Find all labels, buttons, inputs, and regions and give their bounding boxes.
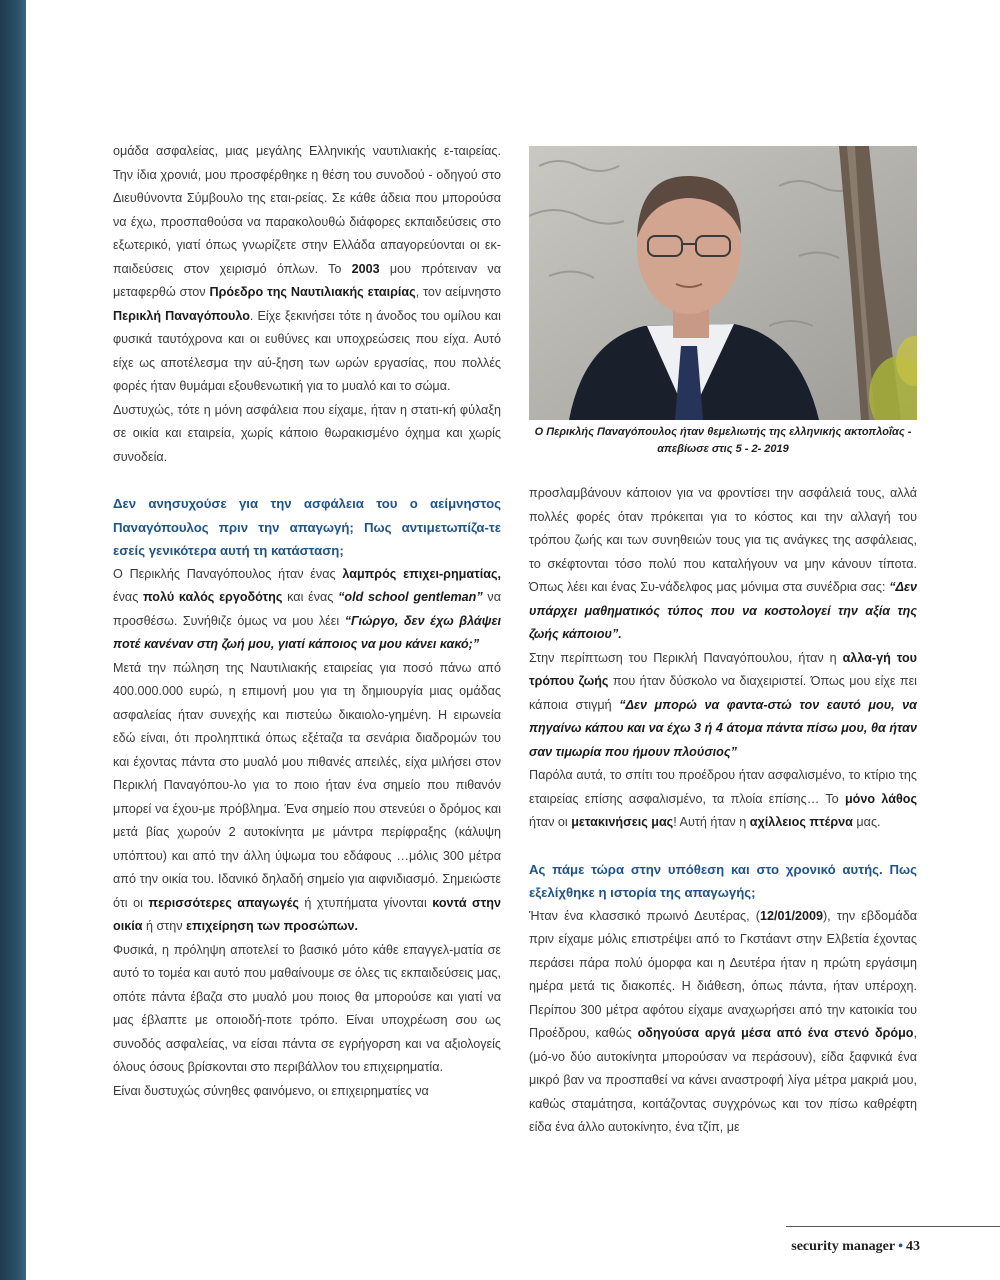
- footer-rule: [786, 1226, 1000, 1227]
- page-spine-band: [0, 0, 26, 1280]
- left-column: [113, 140, 501, 1103]
- paragraph: Είναι δυστυχώς σύνηθες φαινόμενο, οι επιχειρηματίες να: [113, 1083, 429, 1098]
- right-column: [529, 482, 917, 1140]
- paragraph: Ήταν ένα κλασσικό πρωινό Δευτέρας, (12/01/2009), την εβδομάδα πριν είχαμε μόλις επιστρέψει από το Γκστάαντ στην Ελβετία έχοντας περάσει πάρα πολύ όμορφα και η Δευτέρα ήταν η πρώτη εργάσιμη ημέρα μετά τις διακοπές. Η διάθεση, όπως πάντα, ήταν υπέροχη. Περίπου 300 μέτρα αφότου είχαμε αναχωρήσει από την κατοικία του Προέδρου, καθώς οδηγούσα αργά μέσα από ένα στενό δρόμο, (μό-νο δύο αυτοκίνητα μπορούσαν να περάσουν), είδα ξαφνικά ένα μικρό βαν να προσπαθεί να κάνει αναστροφή λίγα μέτρα μακριά μου, καθώς σταμάτησα, κοιτάζοντας συγχρόνως και τον πίσω καθρέφτη είδα ένα άλλο αυτοκίνητο, ένα τζίπ, με: [529, 908, 917, 1134]
- page-footer: [791, 1239, 920, 1255]
- page-number: 43: [906, 1239, 920, 1254]
- section-heading: Ας πάμε τώρα στην υπόθεση και στο χρονικό αυτής. Πως εξελίχθηκε η ιστορία της απαγωγής;: [529, 861, 917, 900]
- paragraph: Παρόλα αυτά, το σπίτι του προέδρου ήταν ασφαλισμένο, το κτίριο της εταιρείας επίσης ασφαλισμένο, τα πλοία επίσης… Το μόνο λάθος ήταν οι μετακινήσεις μας! Αυτή ήταν η αχίλλειος πτέρνα μας.: [529, 768, 917, 829]
- paragraph: Ο Περικλής Παναγόπουλος ήταν ένας λαμπρός επιχει-ρηματίας, ένας πολύ καλός εργοδότης και ένας “old school gentleman” να προσθέσω. Συνήθιζε όμως να μου λέει “Γιώργο, δεν έχω βλάψει ποτέ κανέναν στη ζωή μου, γιατί κάποιος να μου κάνει κακό;”: [113, 566, 502, 651]
- portrait-photo: [529, 146, 917, 420]
- paragraph: Φυσικά, η πρόληψη αποτελεί το βασικό μότο κάθε επαγγελ-ματία σε αυτό το τομέα και αυτό που μαθαίνουμε σε όλες τις εκπαιδεύσεις μας, οπότε πάντα έβαζα στο μυαλό μου ποιος θα μπορούσε και γιατί να μας έβλαπτε με οποιοδή-ποτε τρόπο. Είναι υποχρέωση σου ως συνοδός ασφαλείας, να είσαι πάντα σε εγρήγορση και να αξιολογείς όλους όσους βρίσκονται στο περιβάλλον του επιχειρηματία.: [113, 942, 501, 1074]
- photo-caption: Ο Περικλής Παναγόπουλος ήταν θεμελιωτής της ελληνικής ακτοπλοΐας - απεβίωσε στις 5 - 2- 2019: [534, 426, 912, 455]
- magazine-name: security: [791, 1239, 839, 1254]
- section-heading: Δεν ανησυχούσε για την ασφάλεια του ο αείμνηστος Παναγόπουλος πριν την απαγωγή; Πως αντιμετωπίζα-τε εσείς γενικότερα αυτή τη κατάσταση;: [113, 496, 501, 558]
- paragraph: Στην περίπτωση του Περικλή Παναγόπουλου, ήταν η αλλα-γή του τρόπου ζωής που ήταν δύσκολο να διαχειριστεί. Όπως μου είχε πει κάποια στιγμή “Δεν μπορώ να φαντα-στώ τον εαυτό μου, να πηγαίνω κάπου και να έχω 3 ή 4 άτομα πάντα πίσω μου, θα ήταν σαν τιμωρία που ήμουν πλούσιος”: [529, 650, 918, 759]
- footer-dot: •: [898, 1239, 903, 1254]
- paragraph: Δυστυχώς, τότε η μόνη ασφάλεια που είχαμε, ήταν η στατι-κή φύλαξη σε οικία και εταιρεία, χωρίς κάποιο θωρακισμένο όχημα και χωρίς συνοδεία.: [113, 402, 501, 464]
- paragraph: ομάδα ασφαλείας, μιας μεγάλης Ελληνικής ναυτιλιακής ε-ταιρείας. Την ίδια χρονιά, μου προσφέρθηκε η θέση του συνοδού - οδηγού στο Διευθύνοντα Σύμβουλο της εται-ρείας. Σε κάθε άδεια που μπορούσα να έχω, προσπαθούσα να παρακολουθώ διάφορες εκπαιδεύσεις στο εξωτερικό, γιατί όπως γνωρίζετε στην Ελλάδα απαγορεύονται οι εκ-παιδεύσεις στον χειρισμό όπλων. Το 2003 μου πρότειναν να μεταφερθώ στον Πρόεδρο της Ναυτιλιακής εταιρίας, τον αείμνηστο Περικλή Παναγόπουλο. Είχε ξεκινήσει τότε η άνοδος του ομίλου και φυσικά ταυτόχρονα και οι ευθύνες και υποχρεώσεις που είχα. Αυτό είχε ως αποτέλεσμα την αύ-ξηση των ωρών εργασίας, που πολλές φορές ήταν θυμάμαι εξουθενωτική για το μυαλό και το σώμα.: [113, 144, 501, 393]
- paragraph: προσλαμβάνουν κάποιον για να φροντίσει την ασφάλειά τους, αλλά πολλές φορές όταν πρόκειται για το κόστος και την αλλαγή του τρόπου ζωής και των συνηθειών τους για τις ανάγκες της ασφάλειας, το σκέφτονται τόσο πολύ που καταλήγουν να μην κάνουν τίποτα. Όπως λέει και ένας Συ-νάδελφος μας μόνιμα στα συνέδρια σας: “Δεν υπάρχει μαθηματικός τύπος που να κοστολογεί την αξία της ζωής κάποιου”.: [529, 486, 917, 641]
- magazine-name-part: manager: [842, 1239, 896, 1254]
- paragraph: Μετά την πώληση της Ναυτιλιακής εταιρείας για ποσό πάνω από 400.000.000 ευρώ, η επιμονή μου για τη δημιουργία μιας ομάδας ασφαλείας ήταν συνεχής και πιστεύω δικαιολο-γημένη. Η ειρωνεία εδώ είναι, ότι προληπτικά όπως εξέταζα τα σενάρια διαδρομών του και έχοντας πάντα στο μυαλό μου πιθανές απειλές, είχα μιλήσει στον Περικλή Παναγόπου-λο για το ποιο ήταν ένα σημείο που πιθανόν μπορεί να έχου-με πρόβλημα. Ένα σημείο που στενεύει ο δρόμος και μετά βίας χωρούν 2 αυτοκίνητα με μάντρα περίφραξης (κάλυψη υπόπτου) και από την άλλη ύψωμα του εδάφους …μόλις 300 μέτρα από την οικία του. Ιδανικό δηλαδή σημείο για αιφνιδιασμό. Σημειώστε ότι οι περισσότερες απαγωγές ή χτυπήματα γίνονται κοντά στην οικία ή στην επιχείρηση των προσώπων.: [113, 660, 501, 933]
